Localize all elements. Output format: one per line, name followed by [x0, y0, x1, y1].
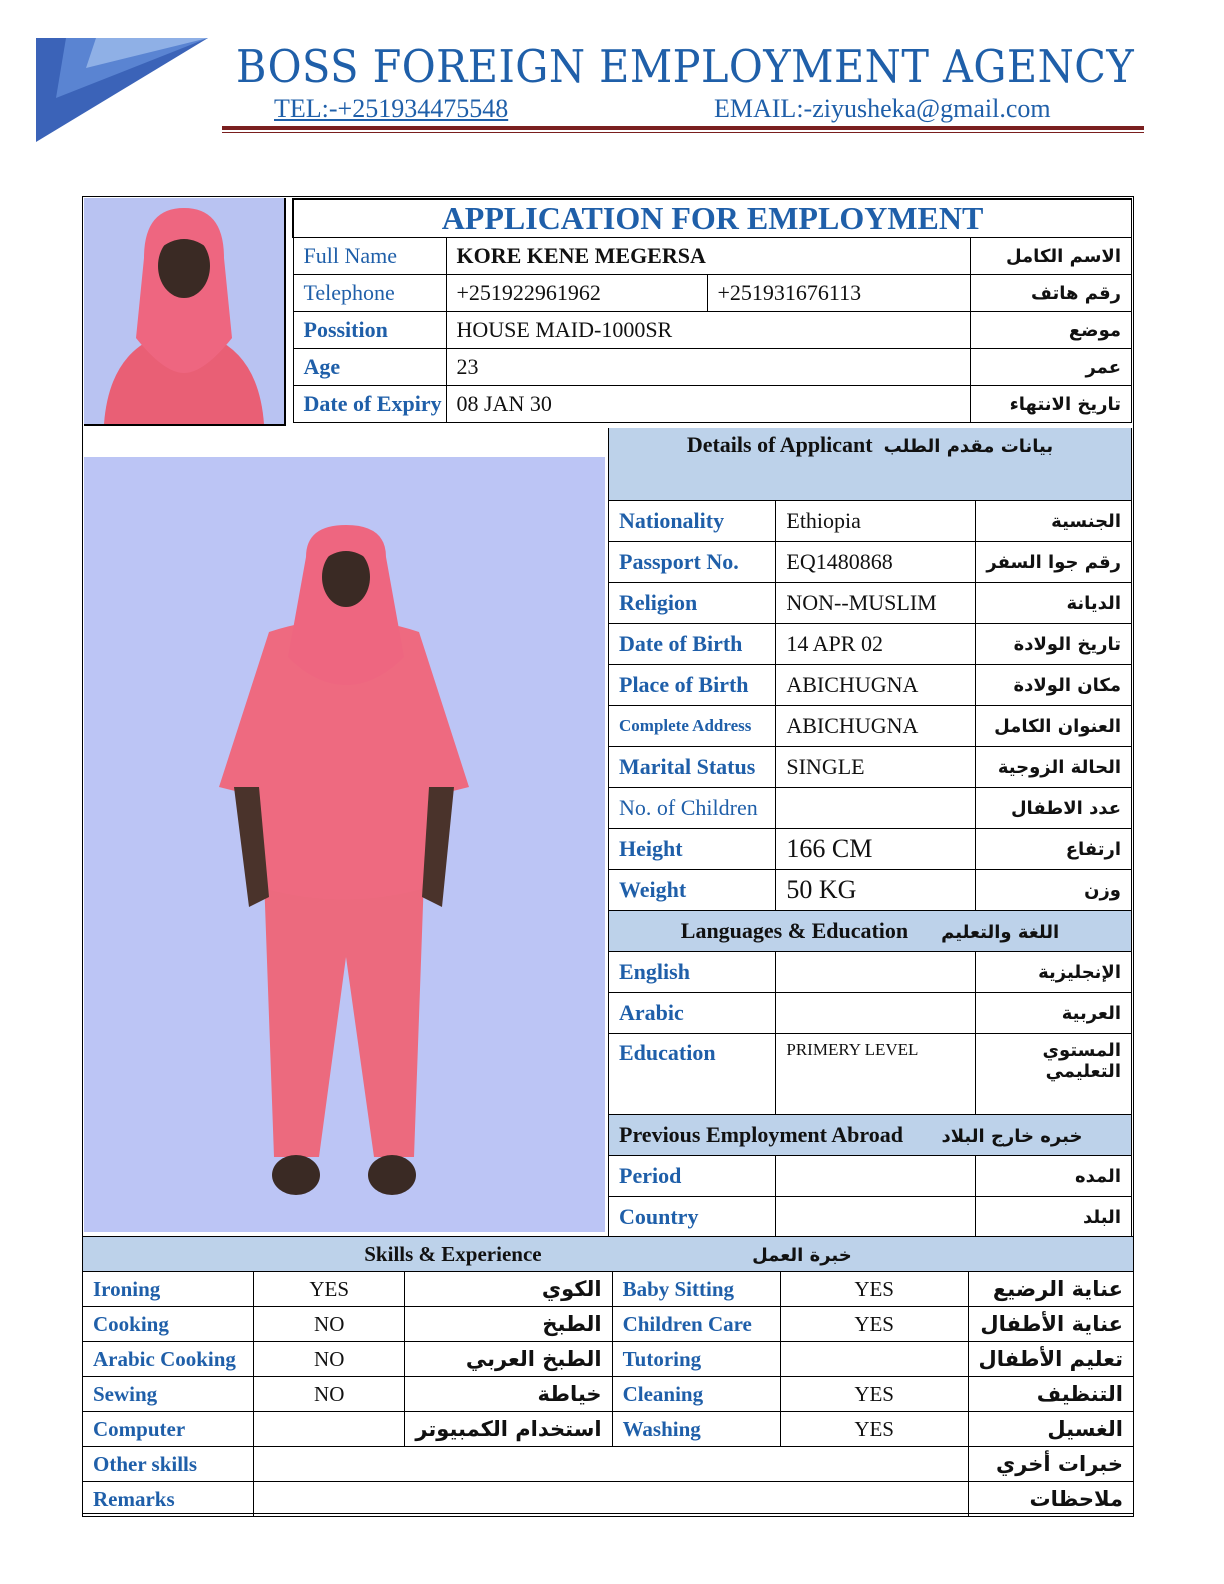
- skill-cleaning-value: YES: [780, 1377, 968, 1412]
- applicant-summary-table: [292, 198, 1132, 423]
- children-row: [609, 788, 1132, 829]
- country-label: Country: [609, 1197, 776, 1238]
- passport-label: Passport No.: [609, 542, 776, 583]
- english-label: English: [609, 952, 776, 993]
- other-skills-arabic: خبرات أخري: [968, 1447, 1134, 1482]
- birth-place-arabic: مكان الولادة: [976, 665, 1132, 706]
- expiry-arabic: تاريخ الانتهاء: [971, 386, 1132, 423]
- age-arabic: عمر: [971, 349, 1132, 386]
- expiry-value: 08 JAN 30: [446, 386, 971, 423]
- period-label: Period: [609, 1156, 776, 1197]
- languages-header: [609, 911, 1132, 952]
- birth-place-label: Place of Birth: [609, 665, 776, 706]
- full-name-label: Full Name: [293, 238, 446, 275]
- languages-title: Languages & Education: [680, 918, 909, 943]
- address-label: Complete Address: [609, 706, 776, 747]
- skill-sewing-arabic: خياطة: [405, 1377, 612, 1412]
- passport-value: EQ1480868: [776, 542, 976, 583]
- arabic-row: [609, 993, 1132, 1034]
- skills-row: [83, 1272, 1134, 1307]
- education-arabic: المستوي التعليمي: [976, 1034, 1132, 1115]
- skill-cleaning-arabic: التنظيف: [968, 1377, 1134, 1412]
- telephone-value-1: +251922961962: [446, 275, 707, 312]
- skill-baby-sitting-value: YES: [780, 1272, 968, 1307]
- skill-ironing-value: YES: [254, 1272, 405, 1307]
- details-header: [609, 428, 1132, 501]
- height-row: [609, 829, 1132, 870]
- weight-row: [609, 870, 1132, 911]
- english-value: [776, 952, 976, 993]
- position-arabic: موضع: [971, 312, 1132, 349]
- applicant-portrait-photo: [84, 198, 286, 426]
- agency-email: EMAIL:-ziyusheka@gmail.com: [714, 94, 1051, 123]
- nationality-value: Ethiopia: [776, 501, 976, 542]
- skill-arabic-cooking-value: NO: [254, 1342, 405, 1377]
- skill-cooking-arabic: الطبخ: [405, 1307, 612, 1342]
- skill-washing-arabic: الغسيل: [968, 1412, 1134, 1447]
- period-arabic: المده: [976, 1156, 1132, 1197]
- english-arabic: الإنجليزية: [976, 952, 1132, 993]
- skill-computer-arabic: استخدام الكمبيوتر: [405, 1412, 612, 1447]
- english-row: [609, 952, 1132, 993]
- skills-title-arabic: خبرة العمل: [752, 1244, 852, 1266]
- skills-title: Skills & Experience: [364, 1241, 542, 1266]
- children-arabic: عدد الاطفال: [976, 788, 1132, 829]
- telephone-arabic: رقم هاتف: [971, 275, 1132, 312]
- header-divider: [222, 126, 1144, 130]
- religion-row: [609, 583, 1132, 624]
- nationality-label: Nationality: [609, 501, 776, 542]
- children-value: [776, 788, 976, 829]
- address-arabic: العنوان الكامل: [976, 706, 1132, 747]
- religion-arabic: الديانة: [976, 583, 1132, 624]
- details-title: Details of Applicant: [686, 432, 873, 457]
- height-arabic: ارتفاع: [976, 829, 1132, 870]
- skills-row: [83, 1377, 1134, 1412]
- period-value: [776, 1156, 976, 1197]
- skill-computer-value: [254, 1412, 405, 1447]
- passport-row: [609, 542, 1132, 583]
- skill-children-care-value: YES: [780, 1307, 968, 1342]
- details-table: [608, 428, 1132, 1238]
- country-value: [776, 1197, 976, 1238]
- skill-arabic-cooking-label: Arabic Cooking: [83, 1342, 254, 1377]
- skill-children-care-label: Children Care: [612, 1307, 780, 1342]
- skill-computer-label: Computer: [83, 1412, 254, 1447]
- weight-value: 50 KG: [776, 870, 976, 911]
- religion-label: Religion: [609, 583, 776, 624]
- full-name-row: [293, 238, 1132, 275]
- position-row: [293, 312, 1132, 349]
- religion-value: NON--MUSLIM: [776, 583, 976, 624]
- skill-arabic-cooking-arabic: الطبخ العربي: [405, 1342, 612, 1377]
- skill-sewing-value: NO: [254, 1377, 405, 1412]
- address-row: [609, 706, 1132, 747]
- skill-washing-label: Washing: [612, 1412, 780, 1447]
- marital-value: SINGLE: [776, 747, 976, 788]
- weight-arabic: وزن: [976, 870, 1132, 911]
- skills-row: [83, 1307, 1134, 1342]
- skill-cooking-value: NO: [254, 1307, 405, 1342]
- telephone-row: [293, 275, 1132, 312]
- skill-tutoring-label: Tutoring: [612, 1342, 780, 1377]
- header-divider-thin: [222, 132, 1144, 133]
- position-label: Possition: [293, 312, 446, 349]
- education-label: Education: [609, 1034, 776, 1115]
- agency-telephone-link[interactable]: TEL:-+251934475548: [274, 94, 509, 123]
- arabic-value: [776, 993, 976, 1034]
- marital-row: [609, 747, 1132, 788]
- birth-place-row: [609, 665, 1132, 706]
- previous-title-arabic: خبره خارج البلاد: [941, 1126, 1083, 1147]
- height-label: Height: [609, 829, 776, 870]
- skill-cleaning-label: Cleaning: [612, 1377, 780, 1412]
- period-row: [609, 1156, 1132, 1197]
- nationality-row: [609, 501, 1132, 542]
- other-skills-label: Other skills: [83, 1447, 254, 1482]
- previous-header: [609, 1115, 1132, 1156]
- remarks-value: [254, 1482, 968, 1517]
- skill-children-care-arabic: عناية الأطفال: [968, 1307, 1134, 1342]
- agency-logo: [36, 38, 208, 142]
- telephone-label: Telephone: [293, 275, 446, 312]
- skill-ironing-arabic: الكوي: [405, 1272, 612, 1307]
- other-skills-row: [83, 1447, 1134, 1482]
- skill-cooking-label: Cooking: [83, 1307, 254, 1342]
- skill-sewing-label: Sewing: [83, 1377, 254, 1412]
- address-value: ABICHUGNA: [776, 706, 976, 747]
- details-title-arabic: بيانات مقدم الطلب: [883, 436, 1054, 457]
- remarks-row: [83, 1482, 1134, 1517]
- previous-title: Previous Employment Abroad: [619, 1122, 903, 1147]
- birth-date-row: [609, 624, 1132, 665]
- telephone-value-2: +251931676113: [707, 275, 971, 312]
- skill-washing-value: YES: [780, 1412, 968, 1447]
- full-name-arabic: الاسم الكامل: [971, 238, 1132, 275]
- weight-label: Weight: [609, 870, 776, 911]
- height-value: 166 CM: [776, 829, 976, 870]
- skill-ironing-label: Ironing: [83, 1272, 254, 1307]
- skills-row: [83, 1342, 1134, 1377]
- other-skills-value: [254, 1447, 968, 1482]
- skill-tutoring-arabic: تعليم الأطفال: [968, 1342, 1134, 1377]
- passport-arabic: رقم جوا السفر: [976, 542, 1132, 583]
- skill-baby-sitting-label: Baby Sitting: [612, 1272, 780, 1307]
- country-arabic: البلد: [976, 1197, 1132, 1238]
- education-value: PRIMERY LEVEL: [776, 1034, 976, 1115]
- arabic-arabic: العربية: [976, 993, 1132, 1034]
- country-row: [609, 1197, 1132, 1238]
- age-value: 23: [446, 349, 971, 386]
- position-value: HOUSE MAID-1000SR: [446, 312, 971, 349]
- skills-table: [82, 1236, 1134, 1517]
- skills-row: [83, 1412, 1134, 1447]
- marital-label: Marital Status: [609, 747, 776, 788]
- remarks-arabic: ملاحظات: [968, 1482, 1134, 1517]
- children-label: No. of Children: [609, 788, 776, 829]
- skills-header: [83, 1237, 1134, 1272]
- birth-date-label: Date of Birth: [609, 624, 776, 665]
- full-name-value: KORE KENE MEGERSA: [446, 238, 971, 275]
- age-label: Age: [293, 349, 446, 386]
- marital-arabic: الحالة الزوجية: [976, 747, 1132, 788]
- arabic-label: Arabic: [609, 993, 776, 1034]
- nationality-arabic: الجنسية: [976, 501, 1132, 542]
- remarks-label: Remarks: [83, 1482, 254, 1517]
- languages-title-arabic: اللغة والتعليم: [941, 922, 1060, 943]
- expiry-row: [293, 386, 1132, 423]
- birth-date-value: 14 APR 02: [776, 624, 976, 665]
- age-row: [293, 349, 1132, 386]
- agency-name: BOSS FOREIGN EMPLOYMENT AGENCY: [236, 40, 1135, 93]
- birth-place-value: ABICHUGNA: [776, 665, 976, 706]
- skill-tutoring-value: [780, 1342, 968, 1377]
- form-title: APPLICATION FOR EMPLOYMENT: [293, 199, 1132, 238]
- skill-baby-sitting-arabic: عناية الرضيع: [968, 1272, 1134, 1307]
- expiry-label: Date of Expiry: [293, 386, 446, 423]
- applicant-full-body-photo: [84, 457, 605, 1232]
- birth-date-arabic: تاريخ الولادة: [976, 624, 1132, 665]
- education-row: [609, 1034, 1132, 1115]
